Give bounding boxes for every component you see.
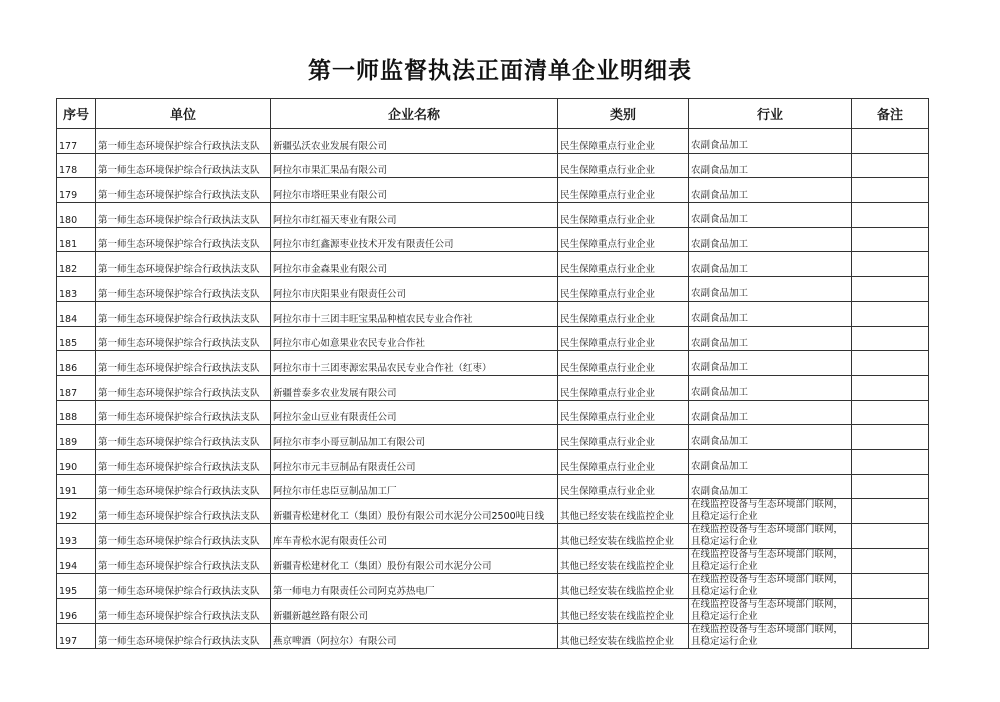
cell-no: 196 <box>57 599 96 624</box>
cell-no: 194 <box>57 549 96 574</box>
cell-no: 180 <box>57 203 96 228</box>
cell-category: 民生保障重点行业企业 <box>558 400 689 425</box>
cell-category: 民生保障重点行业企业 <box>558 227 689 252</box>
cell-note <box>852 599 929 624</box>
cell-category: 民生保障重点行业企业 <box>558 375 689 400</box>
cell-note <box>852 524 929 549</box>
cell-category: 其他已经安装在线监控企业 <box>558 499 689 524</box>
cell-unit: 第一师生态环境保护综合行政执法支队 <box>96 499 271 524</box>
cell-category: 民生保障重点行业企业 <box>558 301 689 326</box>
cell-unit: 第一师生态环境保护综合行政执法支队 <box>96 574 271 599</box>
cell-unit: 第一师生态环境保护综合行政执法支队 <box>96 549 271 574</box>
cell-note <box>852 549 929 574</box>
cell-no: 181 <box>57 227 96 252</box>
cell-industry: 农副食品加工 <box>689 203 852 228</box>
cell-note <box>852 574 929 599</box>
cell-company: 阿拉尔市塔旺果业有限公司 <box>271 178 558 203</box>
cell-category: 民生保障重点行业企业 <box>558 277 689 302</box>
table-body <box>57 129 929 649</box>
cell-industry: 农副食品加工 <box>689 400 852 425</box>
cell-industry: 农副食品加工 <box>689 474 852 499</box>
cell-note <box>852 153 929 178</box>
cell-category: 民生保障重点行业企业 <box>558 252 689 277</box>
table-row <box>57 351 929 376</box>
cell-company: 新疆弘沃农业发展有限公司 <box>271 129 558 154</box>
cell-category: 民生保障重点行业企业 <box>558 449 689 474</box>
table-row <box>57 400 929 425</box>
table-row <box>57 129 929 154</box>
table-row <box>57 574 929 599</box>
cell-note <box>852 351 929 376</box>
cell-category: 民生保障重点行业企业 <box>558 425 689 450</box>
cell-company: 第一师电力有限责任公司阿克苏热电厂 <box>271 574 558 599</box>
table-header-row <box>57 99 929 129</box>
cell-note <box>852 326 929 351</box>
cell-industry: 农副食品加工 <box>689 425 852 450</box>
cell-unit: 第一师生态环境保护综合行政执法支队 <box>96 599 271 624</box>
table-row <box>57 203 929 228</box>
table-row <box>57 301 929 326</box>
table-row <box>57 499 929 524</box>
cell-note <box>852 624 929 649</box>
table-row <box>57 153 929 178</box>
cell-company: 阿拉尔金山豆业有限责任公司 <box>271 400 558 425</box>
cell-no: 193 <box>57 524 96 549</box>
cell-company: 阿拉尔市庆阳果业有限责任公司 <box>271 277 558 302</box>
cell-industry: 在线监控设备与生态环境部门联网，且稳定运行企业 <box>689 524 852 549</box>
cell-note <box>852 375 929 400</box>
cell-category: 其他已经安装在线监控企业 <box>558 524 689 549</box>
cell-company: 燕京啤酒（阿拉尔）有限公司 <box>271 624 558 649</box>
cell-company: 阿拉尔市元丰豆制品有限责任公司 <box>271 449 558 474</box>
cell-industry: 农副食品加工 <box>689 277 852 302</box>
cell-unit: 第一师生态环境保护综合行政执法支队 <box>96 524 271 549</box>
cell-category: 其他已经安装在线监控企业 <box>558 549 689 574</box>
cell-note <box>852 129 929 154</box>
cell-note <box>852 178 929 203</box>
cell-company: 阿拉尔市金森果业有限公司 <box>271 252 558 277</box>
header-unit: 单位 <box>96 99 271 129</box>
cell-unit: 第一师生态环境保护综合行政执法支队 <box>96 252 271 277</box>
cell-industry: 农副食品加工 <box>689 227 852 252</box>
cell-industry: 农副食品加工 <box>689 301 852 326</box>
table-row <box>57 599 929 624</box>
cell-no: 182 <box>57 252 96 277</box>
table-row <box>57 474 929 499</box>
cell-company: 新疆新越丝路有限公司 <box>271 599 558 624</box>
cell-note <box>852 252 929 277</box>
cell-industry: 在线监控设备与生态环境部门联网，且稳定运行企业 <box>689 599 852 624</box>
cell-unit: 第一师生态环境保护综合行政执法支队 <box>96 624 271 649</box>
cell-no: 186 <box>57 351 96 376</box>
table-row <box>57 624 929 649</box>
cell-industry: 农副食品加工 <box>689 178 852 203</box>
cell-no: 185 <box>57 326 96 351</box>
cell-unit: 第一师生态环境保护综合行政执法支队 <box>96 400 271 425</box>
cell-category: 民生保障重点行业企业 <box>558 326 689 351</box>
enterprise-table <box>56 98 929 649</box>
cell-note <box>852 400 929 425</box>
cell-unit: 第一师生态环境保护综合行政执法支队 <box>96 301 271 326</box>
cell-company: 阿拉尔市十三团丰旺宝果品种植农民专业合作社 <box>271 301 558 326</box>
table-row <box>57 549 929 574</box>
cell-company: 阿拉尔市十三团枣源宏果品农民专业合作社（红枣） <box>271 351 558 376</box>
cell-industry: 在线监控设备与生态环境部门联网，且稳定运行企业 <box>689 624 852 649</box>
cell-industry: 在线监控设备与生态环境部门联网，且稳定运行企业 <box>689 549 852 574</box>
cell-unit: 第一师生态环境保护综合行政执法支队 <box>96 277 271 302</box>
cell-industry: 农副食品加工 <box>689 375 852 400</box>
cell-company: 阿拉尔市李小哥豆制品加工有限公司 <box>271 425 558 450</box>
table-row <box>57 227 929 252</box>
cell-no: 191 <box>57 474 96 499</box>
cell-category: 民生保障重点行业企业 <box>558 351 689 376</box>
cell-category: 民生保障重点行业企业 <box>558 153 689 178</box>
cell-category: 民生保障重点行业企业 <box>558 178 689 203</box>
cell-unit: 第一师生态环境保护综合行政执法支队 <box>96 375 271 400</box>
cell-company: 阿拉尔市心如意果业农民专业合作社 <box>271 326 558 351</box>
cell-company: 阿拉尔市红鑫源枣业技术开发有限责任公司 <box>271 227 558 252</box>
cell-industry: 农副食品加工 <box>689 129 852 154</box>
cell-category: 民生保障重点行业企业 <box>558 474 689 499</box>
cell-industry: 农副食品加工 <box>689 326 852 351</box>
cell-company: 库车青松水泥有限责任公司 <box>271 524 558 549</box>
cell-industry: 农副食品加工 <box>689 252 852 277</box>
table-row <box>57 277 929 302</box>
cell-note <box>852 474 929 499</box>
cell-unit: 第一师生态环境保护综合行政执法支队 <box>96 474 271 499</box>
header-industry: 行业 <box>689 99 852 129</box>
cell-no: 188 <box>57 400 96 425</box>
cell-no: 177 <box>57 129 96 154</box>
header-note: 备注 <box>852 99 929 129</box>
cell-no: 187 <box>57 375 96 400</box>
cell-no: 184 <box>57 301 96 326</box>
cell-no: 195 <box>57 574 96 599</box>
cell-category: 其他已经安装在线监控企业 <box>558 599 689 624</box>
cell-industry: 在线监控设备与生态环境部门联网，且稳定运行企业 <box>689 574 852 599</box>
cell-category: 其他已经安装在线监控企业 <box>558 624 689 649</box>
cell-note <box>852 301 929 326</box>
cell-unit: 第一师生态环境保护综合行政执法支队 <box>96 153 271 178</box>
header-company: 企业名称 <box>271 99 558 129</box>
cell-no: 179 <box>57 178 96 203</box>
cell-no: 190 <box>57 449 96 474</box>
cell-no: 178 <box>57 153 96 178</box>
table-row <box>57 178 929 203</box>
cell-company: 阿拉尔市果汇果品有限公司 <box>271 153 558 178</box>
cell-no: 197 <box>57 624 96 649</box>
cell-category: 其他已经安装在线监控企业 <box>558 574 689 599</box>
cell-company: 新疆青松建材化工（集团）股份有限公司水泥分公司 <box>271 549 558 574</box>
cell-note <box>852 277 929 302</box>
cell-note <box>852 425 929 450</box>
cell-company: 新疆青松建材化工（集团）股份有限公司水泥分公司2500吨日线 <box>271 499 558 524</box>
cell-unit: 第一师生态环境保护综合行政执法支队 <box>96 449 271 474</box>
table-row <box>57 375 929 400</box>
cell-no: 189 <box>57 425 96 450</box>
table-row <box>57 449 929 474</box>
cell-category: 民生保障重点行业企业 <box>558 129 689 154</box>
cell-industry: 农副食品加工 <box>689 351 852 376</box>
cell-unit: 第一师生态环境保护综合行政执法支队 <box>96 178 271 203</box>
cell-unit: 第一师生态环境保护综合行政执法支队 <box>96 203 271 228</box>
page-title: 第一师监督执法正面清单企业明细表 <box>308 57 692 84</box>
cell-unit: 第一师生态环境保护综合行政执法支队 <box>96 227 271 252</box>
table-row <box>57 252 929 277</box>
cell-unit: 第一师生态环境保护综合行政执法支队 <box>96 351 271 376</box>
table-row <box>57 524 929 549</box>
cell-category: 民生保障重点行业企业 <box>558 203 689 228</box>
cell-unit: 第一师生态环境保护综合行政执法支队 <box>96 425 271 450</box>
table-row <box>57 425 929 450</box>
cell-unit: 第一师生态环境保护综合行政执法支队 <box>96 326 271 351</box>
cell-note <box>852 203 929 228</box>
cell-industry: 农副食品加工 <box>689 449 852 474</box>
cell-note <box>852 499 929 524</box>
cell-note <box>852 227 929 252</box>
cell-note <box>852 449 929 474</box>
cell-industry: 在线监控设备与生态环境部门联网，且稳定运行企业 <box>689 499 852 524</box>
header-category: 类别 <box>558 99 689 129</box>
header-no: 序号 <box>57 99 96 129</box>
cell-company: 阿拉尔市红福天枣业有限公司 <box>271 203 558 228</box>
cell-company: 新疆普泰多农业发展有限公司 <box>271 375 558 400</box>
cell-unit: 第一师生态环境保护综合行政执法支队 <box>96 129 271 154</box>
table-row <box>57 326 929 351</box>
cell-no: 183 <box>57 277 96 302</box>
cell-no: 192 <box>57 499 96 524</box>
cell-company: 阿拉尔市任忠臣豆制品加工厂 <box>271 474 558 499</box>
cell-industry: 农副食品加工 <box>689 153 852 178</box>
